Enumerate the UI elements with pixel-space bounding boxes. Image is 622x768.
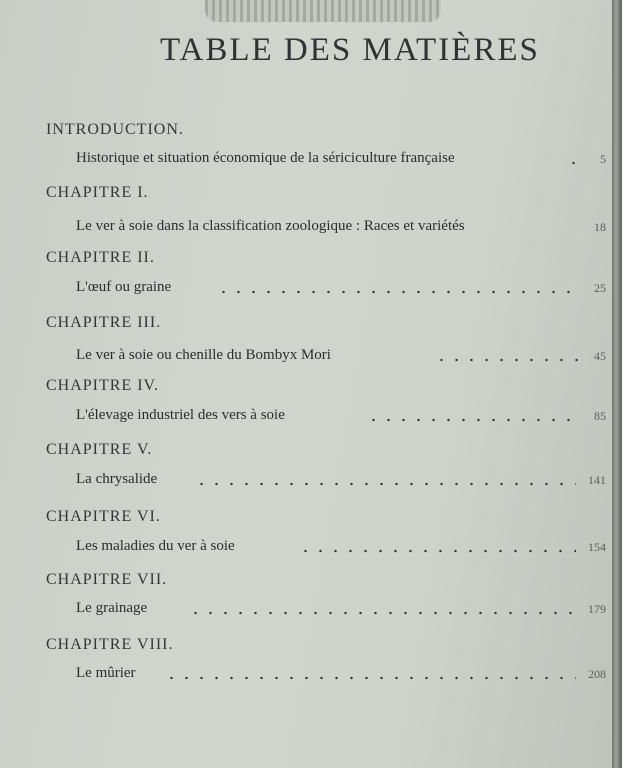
toc-entry-title: L'élevage industriel des vers à soie — [76, 407, 285, 423]
leader-dots — [194, 482, 576, 486]
toc-entry-page-number: 45 — [594, 349, 606, 363]
toc-entry-title: L'œuf ou graine — [76, 279, 172, 295]
leader-dots — [298, 549, 576, 553]
toc-entry-title: Le ver à soie dans la classification zoologique : Races et variétés — [76, 218, 465, 234]
leader-dots — [434, 358, 580, 362]
leader-dots — [566, 161, 586, 165]
toc-heading-chapitre-1: CHAPITRE I. — [46, 184, 149, 201]
toc-heading-chapitre-7: CHAPITRE VII. — [46, 571, 168, 588]
leader-dots — [366, 418, 580, 422]
book-page-edge — [612, 0, 622, 768]
leader-dots — [164, 676, 576, 680]
toc-entry-chapitre-4 — [76, 404, 606, 424]
toc-entry-chapitre-1 — [76, 215, 606, 235]
page-title: TABLE DES MATIÈRES — [160, 32, 540, 68]
toc-heading-chapitre-8: CHAPITRE VIII. — [46, 636, 174, 653]
toc-entry-page-number: 5 — [600, 152, 606, 166]
toc-entry-chapitre-7 — [76, 597, 606, 617]
toc-entry-title: La chrysalide — [76, 471, 158, 487]
toc-heading-chapitre-2: CHAPITRE II. — [46, 249, 155, 266]
toc-entry-page-number: 179 — [588, 602, 606, 616]
toc-entry-chapitre-2 — [76, 276, 606, 296]
toc-entry-title: Les maladies du ver à soie — [76, 538, 235, 554]
toc-entry-chapitre-5 — [76, 468, 606, 488]
toc-heading-chapitre-4: CHAPITRE IV. — [46, 377, 160, 394]
toc-entry-page-number: 208 — [588, 667, 606, 681]
header-ornament — [205, 0, 441, 22]
toc-heading-chapitre-5: CHAPITRE V. — [46, 441, 153, 458]
toc-entry-chapitre-3 — [76, 344, 606, 364]
toc-entry-title: Le grainage — [76, 600, 148, 616]
leader-dots — [188, 611, 576, 615]
toc-heading-chapitre-3: CHAPITRE III. — [46, 314, 162, 331]
toc-entry-page-number: 141 — [588, 473, 606, 487]
toc-entry-title: Le ver à soie ou chenille du Bombyx Mori — [76, 347, 331, 363]
toc-entry-chapitre-8 — [76, 662, 606, 682]
leader-dots — [216, 290, 580, 294]
toc-entry-chapitre-6 — [76, 535, 606, 555]
toc-entry-page-number: 25 — [594, 281, 606, 295]
toc-entry-title: Le mûrier — [76, 665, 136, 681]
toc-entry-title: Historique et situation économique de la sériciculture française — [76, 150, 455, 166]
toc-entry-page-number: 85 — [594, 409, 606, 423]
toc-entry-page-number: 154 — [588, 540, 606, 554]
toc-heading-chapitre-6: CHAPITRE VI. — [46, 508, 161, 525]
toc-entry-page-number: 18 — [594, 220, 606, 234]
toc-entry-introduction — [76, 147, 606, 167]
toc-heading-introduction: INTRODUCTION. — [46, 121, 184, 138]
